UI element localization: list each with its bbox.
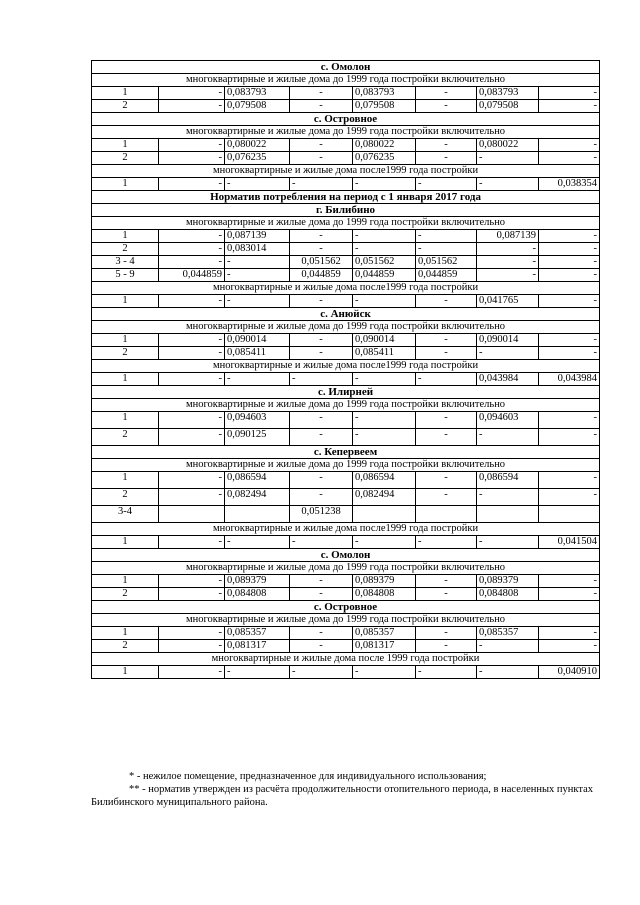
table-cell: 0,051562 <box>290 256 353 269</box>
table-cell: 0,086594 <box>225 472 290 489</box>
table-cell: 2 <box>92 243 159 256</box>
table-row <box>92 588 600 601</box>
table-cell: 0,080022 <box>353 139 416 152</box>
table-cell: 1 <box>92 373 159 386</box>
table-cell: - <box>290 178 353 191</box>
table-cell: 1 <box>92 666 159 679</box>
subsection-title-row <box>92 165 600 178</box>
table-cell: - <box>159 429 225 446</box>
table-cell: 0,089379 <box>353 575 416 588</box>
table-cell: - <box>353 666 416 679</box>
section-title: с. Островное <box>92 601 600 614</box>
section-title-row <box>92 601 600 614</box>
table-row <box>92 575 600 588</box>
table-cell: - <box>353 412 416 429</box>
table-cell: 0,085411 <box>353 347 416 360</box>
table-row <box>92 100 600 113</box>
table-cell: - <box>477 152 539 165</box>
subsection-title: многоквартирные и жилые дома после 1999 года постройки <box>92 653 600 666</box>
table-cell: - <box>416 373 477 386</box>
table-cell: - <box>416 627 477 640</box>
table-cell: - <box>290 575 353 588</box>
table-cell: 0,051562 <box>416 256 477 269</box>
subsection-title-row <box>92 74 600 87</box>
table-cell: 0,083793 <box>225 87 290 100</box>
table-cell: - <box>159 334 225 347</box>
subsection-title-row <box>92 282 600 295</box>
table-cell: - <box>353 373 416 386</box>
table-row <box>92 666 600 679</box>
table-cell: 1 <box>92 87 159 100</box>
table-cell: 0,051238 <box>290 506 353 523</box>
table-cell: - <box>290 230 353 243</box>
table-cell: 0,043984 <box>539 373 600 386</box>
table-row <box>92 627 600 640</box>
subsection-title-row <box>92 523 600 536</box>
table-cell: 0,081317 <box>353 640 416 653</box>
subsection-title: многоквартирные и жилые дома после1999 года постройки <box>92 523 600 536</box>
section-title: с. Островное <box>92 113 600 126</box>
section-title: г. Билибино <box>92 204 600 217</box>
table-cell: - <box>477 243 539 256</box>
table-cell: - <box>539 347 600 360</box>
section-title: с. Омолон <box>92 549 600 562</box>
table-row <box>92 536 600 549</box>
normative-table <box>91 60 600 679</box>
table-cell: - <box>416 472 477 489</box>
table-cell: 1 <box>92 178 159 191</box>
subsection-title: многоквартирные и жилые дома до 1999 года постройки включительно <box>92 614 600 627</box>
table-row <box>92 178 600 191</box>
table-cell: - <box>539 295 600 308</box>
table-cell: - <box>416 666 477 679</box>
subsection-title-row <box>92 321 600 334</box>
table-cell: - <box>225 536 290 549</box>
table-cell: 2 <box>92 640 159 653</box>
table-cell: - <box>539 100 600 113</box>
table-cell: - <box>539 627 600 640</box>
table-cell: - <box>416 243 477 256</box>
table-cell: - <box>539 640 600 653</box>
section-title-row <box>92 386 600 399</box>
subsection-title: многоквартирные и жилые дома после1999 года постройки <box>92 360 600 373</box>
table-cell: 0,089379 <box>225 575 290 588</box>
table-row <box>92 412 600 429</box>
table-cell: 0,041504 <box>539 536 600 549</box>
table-cell: - <box>159 489 225 506</box>
table-row <box>92 506 600 523</box>
section-title: с. Кепервеем <box>92 446 600 459</box>
table-cell: - <box>477 269 539 282</box>
table-cell: - <box>159 588 225 601</box>
section-title: с. Илирней <box>92 386 600 399</box>
table-cell: - <box>477 489 539 506</box>
table-cell: 0,085357 <box>353 627 416 640</box>
table-cell: - <box>159 295 225 308</box>
table-cell: 0,087139 <box>477 230 539 243</box>
table-cell: 0,040910 <box>539 666 600 679</box>
table-cell: - <box>477 256 539 269</box>
table-cell: 0,044859 <box>159 269 225 282</box>
table-cell: 0,089379 <box>477 575 539 588</box>
table-cell: 0,038354 <box>539 178 600 191</box>
table-cell <box>159 506 225 523</box>
table-cell: - <box>416 588 477 601</box>
table-cell: 1 <box>92 472 159 489</box>
table-cell: - <box>477 178 539 191</box>
table-cell: - <box>539 152 600 165</box>
table-cell: 1 <box>92 412 159 429</box>
table-cell: - <box>416 178 477 191</box>
table-cell: - <box>290 429 353 446</box>
table-cell: - <box>477 536 539 549</box>
table-cell: - <box>290 87 353 100</box>
table-row <box>92 334 600 347</box>
table-cell: - <box>290 640 353 653</box>
table-cell: - <box>159 373 225 386</box>
table-cell: - <box>539 472 600 489</box>
table-cell: - <box>416 334 477 347</box>
table-cell: - <box>416 536 477 549</box>
subsection-title: многоквартирные и жилые дома до 1999 года постройки включительно <box>92 217 600 230</box>
table-cell: - <box>225 178 290 191</box>
table-cell: - <box>416 139 477 152</box>
table-cell: - <box>159 152 225 165</box>
table-cell: 0,090014 <box>477 334 539 347</box>
table-cell: - <box>416 429 477 446</box>
section-title-row <box>92 549 600 562</box>
table-cell: 0,085357 <box>477 627 539 640</box>
table-cell: 1 <box>92 334 159 347</box>
table-cell: - <box>159 230 225 243</box>
table-cell: - <box>159 178 225 191</box>
table-cell: - <box>290 627 353 640</box>
footnote-2: ** - норматив утвержден из расчёта продолжительности отопительного периода, в населенных пунктах Билибинского муниципального района. <box>91 784 594 808</box>
subsection-title-row <box>92 399 600 412</box>
table-cell: - <box>225 256 290 269</box>
table-cell: 0,094603 <box>225 412 290 429</box>
table-cell: - <box>353 243 416 256</box>
table-cell: 0,085357 <box>225 627 290 640</box>
table-cell <box>353 506 416 523</box>
table-cell: 0,079508 <box>353 100 416 113</box>
table-row <box>92 139 600 152</box>
table-cell: 0,084808 <box>477 588 539 601</box>
subsection-title-row <box>92 360 600 373</box>
subsection-title: многоквартирные и жилые дома после1999 года постройки <box>92 282 600 295</box>
table-cell: - <box>539 489 600 506</box>
table-cell: 3 - 4 <box>92 256 159 269</box>
table-cell: - <box>539 575 600 588</box>
section-title-row <box>92 204 600 217</box>
subsection-title: многоквартирные и жилые дома до 1999 года постройки включительно <box>92 321 600 334</box>
table-cell: 0,083793 <box>353 87 416 100</box>
table-cell: - <box>539 429 600 446</box>
period-title: Норматив потребления на период с 1 января 2017 года <box>92 191 600 204</box>
table-row <box>92 230 600 243</box>
table-cell: - <box>290 412 353 429</box>
table-cell: - <box>539 269 600 282</box>
table-cell: 1 <box>92 536 159 549</box>
table-cell: - <box>159 100 225 113</box>
table-cell: - <box>159 536 225 549</box>
table-cell: 0,076235 <box>353 152 416 165</box>
table-cell: - <box>225 666 290 679</box>
table-cell: 0,076235 <box>225 152 290 165</box>
section-title-row <box>92 113 600 126</box>
table-cell <box>416 506 477 523</box>
table-cell: - <box>290 295 353 308</box>
table-cell: - <box>159 640 225 653</box>
table-cell: - <box>416 489 477 506</box>
table-row <box>92 640 600 653</box>
table-cell: 0,082494 <box>225 489 290 506</box>
table-cell: 2 <box>92 588 159 601</box>
table-cell <box>225 506 290 523</box>
table-cell: - <box>290 347 353 360</box>
table-cell: - <box>290 666 353 679</box>
table-cell: - <box>416 295 477 308</box>
table-cell: 1 <box>92 139 159 152</box>
footnotes <box>91 770 601 809</box>
subsection-title-row <box>92 459 600 472</box>
section-title: с. Омолон <box>92 61 600 74</box>
table-cell: 0,086594 <box>477 472 539 489</box>
subsection-title: многоквартирные и жилые дома до 1999 года постройки включительно <box>92 562 600 575</box>
table-cell: - <box>416 230 477 243</box>
table-cell: - <box>225 269 290 282</box>
table-cell: - <box>290 536 353 549</box>
table-cell: - <box>539 412 600 429</box>
table-cell: 0,051562 <box>353 256 416 269</box>
table-cell: 0,082494 <box>353 489 416 506</box>
table-row <box>92 429 600 446</box>
table-cell: 0,094603 <box>477 412 539 429</box>
table-cell: 0,044859 <box>290 269 353 282</box>
table-cell: - <box>290 100 353 113</box>
table-cell: 0,085411 <box>225 347 290 360</box>
table-cell: 0,081317 <box>225 640 290 653</box>
period-title-row <box>92 191 600 204</box>
table-cell: 0,090014 <box>225 334 290 347</box>
section-title-row <box>92 308 600 321</box>
table-cell <box>539 506 600 523</box>
table-cell: - <box>225 295 290 308</box>
table-cell: - <box>290 152 353 165</box>
table-cell: 1 <box>92 230 159 243</box>
table-cell: 0,080022 <box>225 139 290 152</box>
table-cell: - <box>159 575 225 588</box>
table-cell: - <box>353 178 416 191</box>
subsection-title: многоквартирные и жилые дома до 1999 года постройки включительно <box>92 399 600 412</box>
table-row <box>92 295 600 308</box>
subsection-title-row <box>92 614 600 627</box>
table-cell: - <box>353 536 416 549</box>
table-cell: 1 <box>92 295 159 308</box>
table-cell: - <box>539 87 600 100</box>
subsection-title-row <box>92 653 600 666</box>
table-cell: - <box>290 139 353 152</box>
table-row <box>92 243 600 256</box>
table-cell: 2 <box>92 489 159 506</box>
table-cell: - <box>290 472 353 489</box>
subsection-title: многоквартирные и жилые дома до 1999 года постройки включительно <box>92 126 600 139</box>
table-cell: - <box>539 588 600 601</box>
table-cell: - <box>416 152 477 165</box>
table-cell: - <box>416 100 477 113</box>
table-cell: 2 <box>92 152 159 165</box>
table-cell: 0,090125 <box>225 429 290 446</box>
table-cell: - <box>539 139 600 152</box>
table-cell <box>477 506 539 523</box>
section-title: с. Анюйск <box>92 308 600 321</box>
table-cell: 0,083014 <box>225 243 290 256</box>
table-cell: - <box>539 334 600 347</box>
table-row <box>92 269 600 282</box>
table-cell: 0,087139 <box>225 230 290 243</box>
table-cell: - <box>539 256 600 269</box>
table-cell: - <box>416 347 477 360</box>
table-cell: - <box>159 666 225 679</box>
subsection-title-row <box>92 126 600 139</box>
table-cell: - <box>353 295 416 308</box>
table-cell: - <box>353 230 416 243</box>
table-row <box>92 373 600 386</box>
table-cell: - <box>416 412 477 429</box>
table-cell: - <box>159 243 225 256</box>
table-cell: - <box>159 256 225 269</box>
table-cell: 3-4 <box>92 506 159 523</box>
table-cell: - <box>477 429 539 446</box>
table-cell: - <box>539 243 600 256</box>
subsection-title: многоквартирные и жилые дома до 1999 года постройки включительно <box>92 459 600 472</box>
table-cell: - <box>290 243 353 256</box>
table-cell: 0,086594 <box>353 472 416 489</box>
table-cell: - <box>416 575 477 588</box>
table-row <box>92 347 600 360</box>
table-cell: 2 <box>92 100 159 113</box>
table-row <box>92 472 600 489</box>
table-cell: - <box>290 489 353 506</box>
table-cell: - <box>477 666 539 679</box>
table-cell: 1 <box>92 627 159 640</box>
table-cell: 2 <box>92 429 159 446</box>
table-cell: 0,080022 <box>477 139 539 152</box>
table-cell: - <box>290 334 353 347</box>
table-cell: - <box>416 640 477 653</box>
table-cell: - <box>290 588 353 601</box>
table-cell: - <box>477 640 539 653</box>
table-cell: 5 - 9 <box>92 269 159 282</box>
table-cell: 0,083793 <box>477 87 539 100</box>
table-cell: - <box>353 429 416 446</box>
table-cell: 0,079508 <box>477 100 539 113</box>
table-cell: 0,079508 <box>225 100 290 113</box>
table-cell: - <box>539 230 600 243</box>
subsection-title: многоквартирные и жилые дома после1999 года постройки <box>92 165 600 178</box>
table-cell: - <box>159 412 225 429</box>
subsection-title: многоквартирные и жилые дома до 1999 года постройки включительно <box>92 74 600 87</box>
table-cell: 0,044859 <box>353 269 416 282</box>
section-title-row <box>92 61 600 74</box>
table-row <box>92 87 600 100</box>
table-cell: - <box>416 87 477 100</box>
table-cell: - <box>159 139 225 152</box>
table-cell: 0,043984 <box>477 373 539 386</box>
footnote-1: * - нежилое помещение, предназначенное для индивидуального использования; <box>129 771 487 782</box>
table-cell: - <box>477 347 539 360</box>
section-title-row <box>92 446 600 459</box>
table-cell: 0,041765 <box>477 295 539 308</box>
table-row <box>92 489 600 506</box>
table-cell: - <box>225 373 290 386</box>
table-cell: 0,044859 <box>416 269 477 282</box>
table-cell: 0,090014 <box>353 334 416 347</box>
table-cell: 1 <box>92 575 159 588</box>
table-cell: - <box>159 87 225 100</box>
table-cell: - <box>159 472 225 489</box>
table-cell: - <box>159 347 225 360</box>
table-cell: 0,084808 <box>225 588 290 601</box>
subsection-title-row <box>92 562 600 575</box>
table-cell: - <box>159 627 225 640</box>
subsection-title-row <box>92 217 600 230</box>
table-cell: - <box>290 373 353 386</box>
table-cell: 2 <box>92 347 159 360</box>
table-row <box>92 256 600 269</box>
table-cell: 0,084808 <box>353 588 416 601</box>
table-row <box>92 152 600 165</box>
